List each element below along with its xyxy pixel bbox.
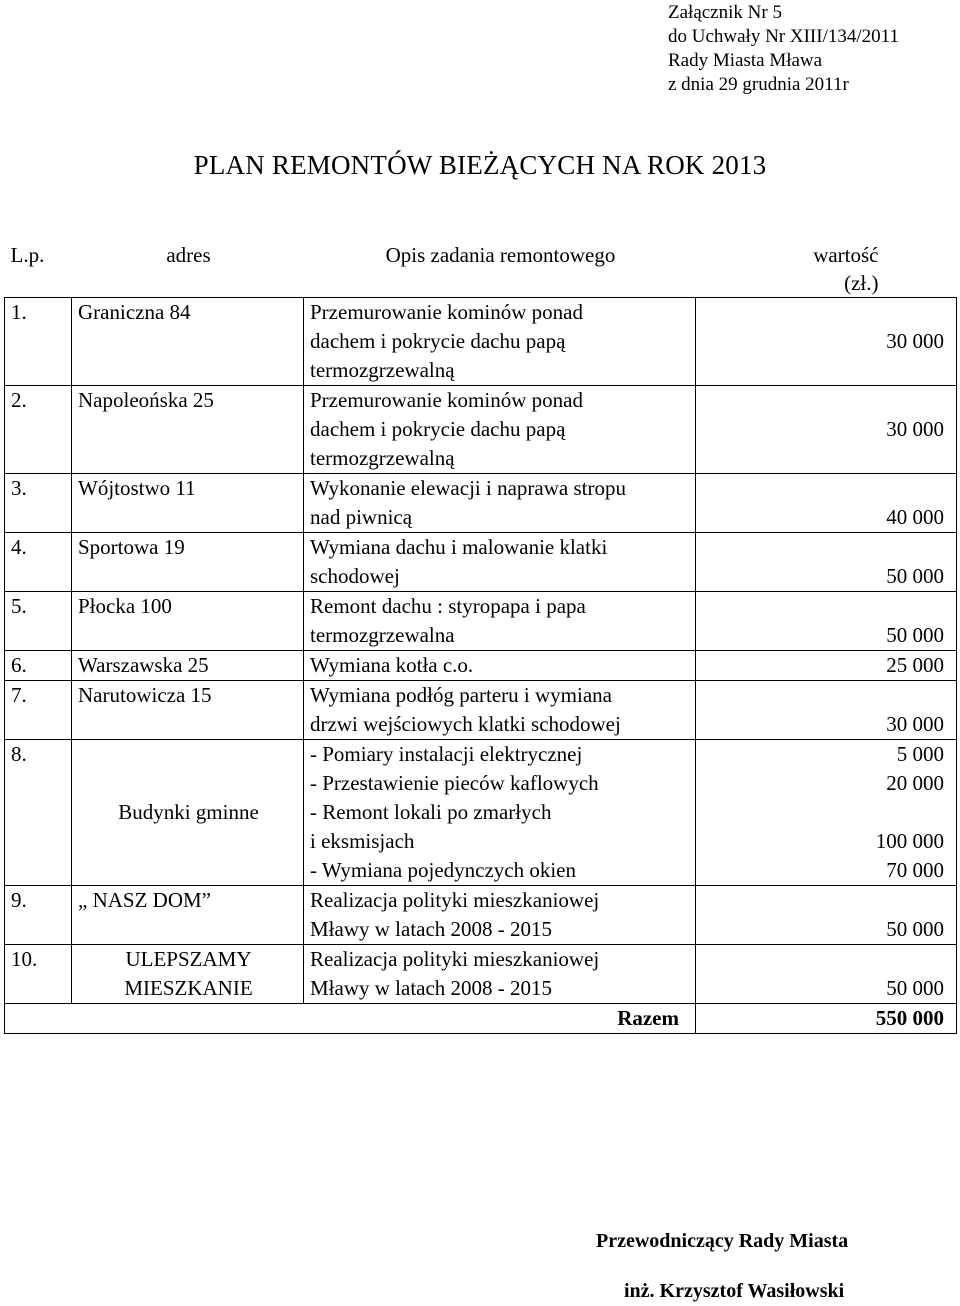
desc-line: - Pomiary instalacji elektrycznej xyxy=(310,742,583,766)
row-description xyxy=(304,740,696,886)
row-value: 50 000 xyxy=(696,592,957,651)
value-line: 100 000 xyxy=(875,829,944,853)
row-value: 50 000 xyxy=(696,886,957,945)
row-value: 30 000 xyxy=(696,386,957,474)
table-row xyxy=(5,474,957,533)
row-description xyxy=(304,681,696,740)
row-value: 50 000 xyxy=(696,533,957,592)
desc-line: Realizacja polityki mieszkaniowej xyxy=(310,888,600,912)
desc-line: dachem i pokrycie dachu papą xyxy=(310,417,566,441)
row-value: 30 000 xyxy=(696,681,957,740)
row-address: Budynki gminne xyxy=(72,740,304,886)
value-line: 5 000 xyxy=(896,742,944,766)
row-value: 25 000 xyxy=(696,651,957,681)
desc-line: Wymiana dachu i malowanie klatki xyxy=(310,535,608,559)
table-row xyxy=(5,651,957,681)
table-row xyxy=(5,681,957,740)
desc-line: Przemurowanie kominów ponad xyxy=(310,300,583,324)
desc-line: drzwi wejściowych klatki schodowej xyxy=(310,712,621,736)
desc-line: Remont dachu : styropapa i papa xyxy=(310,594,586,618)
row-description xyxy=(304,945,696,1004)
value-line: 20 000 xyxy=(886,771,944,795)
table-header xyxy=(5,209,957,298)
row-address: Narutowicza 15 xyxy=(72,681,304,740)
total-label: Razem xyxy=(5,1004,696,1034)
row-lp: 5. xyxy=(5,592,72,651)
row-address xyxy=(72,945,304,1004)
row-description xyxy=(304,298,696,386)
header-value-line2: (zł.) xyxy=(844,271,879,295)
header-value-line1: wartość xyxy=(813,243,879,267)
row-address: „ NASZ DOM” xyxy=(72,886,304,945)
row-values xyxy=(696,740,957,886)
desc-line: Wykonanie elewacji i naprawa stropu xyxy=(310,476,626,500)
row-value: 40 000 xyxy=(696,474,957,533)
table-row xyxy=(5,886,957,945)
annex-line-1: Załącznik Nr 5 xyxy=(668,2,782,23)
desc-line: Wymiana kotła c.o. xyxy=(310,653,474,677)
row-lp: 9. xyxy=(5,886,72,945)
address-line: ULEPSZAMY xyxy=(125,947,252,971)
row-address: Wójtostwo 11 xyxy=(72,474,304,533)
row-description xyxy=(304,886,696,945)
desc-line: Mławy w latach 2008 - 2015 xyxy=(310,917,553,941)
row-description xyxy=(304,533,696,592)
table-row xyxy=(5,298,957,386)
desc-line: nad piwnicą xyxy=(310,505,413,529)
header-description: Opis zadania remontowego xyxy=(304,209,696,298)
desc-line: - Wymiana pojedynczych okien xyxy=(310,858,577,882)
total-row xyxy=(5,1004,957,1034)
desc-line: schodowej xyxy=(310,564,400,588)
header-address: adres xyxy=(72,209,304,298)
row-address: Warszawska 25 xyxy=(72,651,304,681)
desc-line: Wymiana podłóg parteru i wymiana xyxy=(310,683,612,707)
annex-line-4: z dnia 29 grudnia 2011r xyxy=(668,74,849,95)
row-description xyxy=(304,474,696,533)
desc-line: - Przestawienie pieców kaflowych xyxy=(310,771,599,795)
desc-line: dachem i pokrycie dachu papą xyxy=(310,329,566,353)
signature-name: inż. Krzysztof Wasiłowski xyxy=(624,1280,845,1302)
total-value: 550 000 xyxy=(696,1004,957,1034)
row-lp: 4. xyxy=(5,533,72,592)
row-description xyxy=(304,651,696,681)
value-line: 70 000 xyxy=(886,858,944,882)
row-address: Sportowa 19 xyxy=(72,533,304,592)
row-lp: 2. xyxy=(5,386,72,474)
row-address: Napoleońska 25 xyxy=(72,386,304,474)
table-row xyxy=(5,740,957,886)
row-value: 50 000 xyxy=(696,945,957,1004)
table-row xyxy=(5,386,957,474)
row-lp: 7. xyxy=(5,681,72,740)
desc-line: termozgrzewalną xyxy=(310,446,455,470)
row-lp: 10. xyxy=(5,945,72,1004)
row-lp: 3. xyxy=(5,474,72,533)
annex-line-2: do Uchwały Nr XIII/134/2011 xyxy=(668,26,899,47)
row-address: Graniczna 84 xyxy=(72,298,304,386)
desc-line: Przemurowanie kominów ponad xyxy=(310,388,583,412)
value-line xyxy=(702,798,944,827)
address-line: MIESZKANIE xyxy=(124,976,253,1000)
annex-line-3: Rady Miasta Mława xyxy=(668,50,823,71)
desc-line: Realizacja polityki mieszkaniowej xyxy=(310,947,600,971)
header-value xyxy=(696,209,957,298)
table-row xyxy=(5,592,957,651)
header-lp: L.p. xyxy=(5,209,72,298)
table-row xyxy=(5,533,957,592)
desc-line: - Remont lokali po zmarłych xyxy=(310,800,552,824)
row-lp: 8. xyxy=(5,740,72,886)
desc-line: i eksmisjach xyxy=(310,829,415,853)
repair-plan-table xyxy=(4,209,957,1034)
row-description xyxy=(304,386,696,474)
row-lp: 6. xyxy=(5,651,72,681)
desc-line: Mławy w latach 2008 - 2015 xyxy=(310,976,553,1000)
row-value: 30 000 xyxy=(696,298,957,386)
desc-line: termozgrzewalną xyxy=(310,358,455,382)
desc-line: termozgrzewalna xyxy=(310,623,455,647)
row-address: Płocka 100 xyxy=(72,592,304,651)
annex-note xyxy=(668,1,899,97)
row-description xyxy=(304,592,696,651)
document-title: PLAN REMONTÓW BIEŻĄCYCH NA ROK 2013 xyxy=(193,150,767,180)
table-row xyxy=(5,945,957,1004)
signature-role: Przewodniczący Rady Miasta xyxy=(596,1230,849,1252)
row-lp: 1. xyxy=(5,298,72,386)
